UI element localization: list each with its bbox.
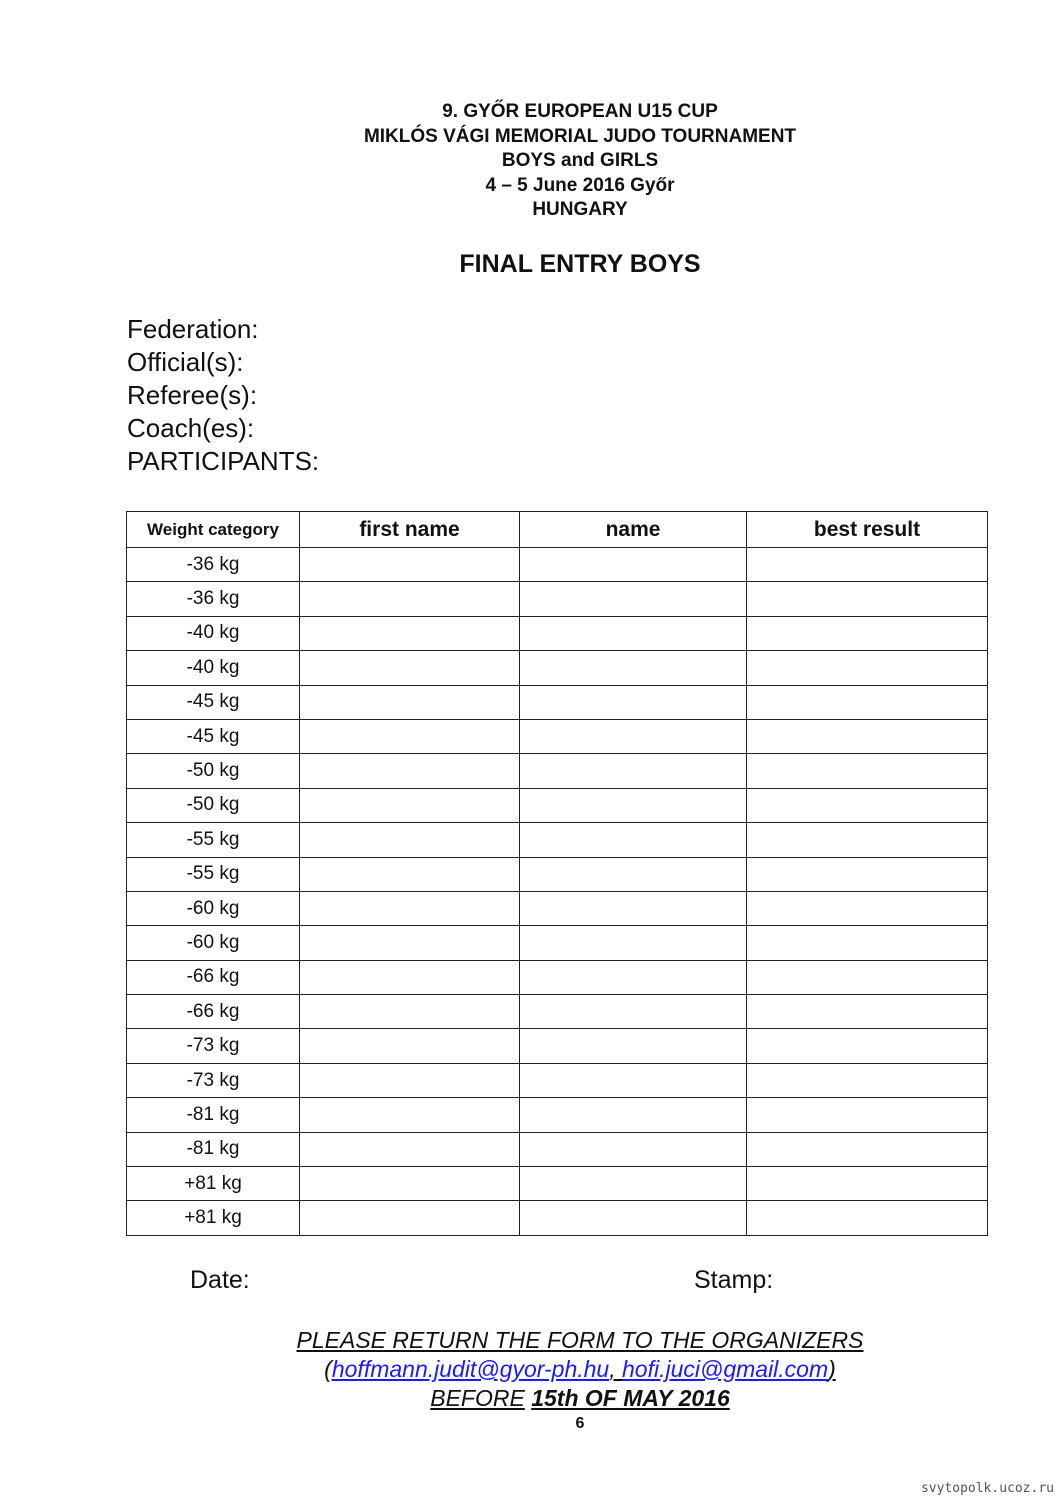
header-best-result: best result xyxy=(747,512,988,548)
first-name-cell[interactable] xyxy=(300,788,520,822)
header-line-cup: 9. GYŐR EUROPEAN U15 CUP xyxy=(442,101,718,122)
open-paren: ( xyxy=(324,1356,332,1382)
name-cell[interactable] xyxy=(520,548,747,582)
table-row xyxy=(127,891,988,925)
email-separator: , xyxy=(609,1356,622,1382)
weight-category-cell: +81 kg xyxy=(127,1201,300,1235)
best-result-cell[interactable] xyxy=(747,754,988,788)
name-cell[interactable] xyxy=(520,1063,747,1097)
name-cell[interactable] xyxy=(520,651,747,685)
header-line-country: HUNGARY xyxy=(532,199,628,220)
table-row xyxy=(127,1029,988,1063)
best-result-cell[interactable] xyxy=(747,616,988,650)
header-line-tournament: MIKLÓS VÁGI MEMORIAL JUDO TOURNAMENT xyxy=(363,125,797,147)
document-header xyxy=(0,100,1060,223)
name-cell[interactable] xyxy=(520,891,747,925)
entry-fields xyxy=(127,313,319,478)
table-row xyxy=(127,754,988,788)
header-weight-category: Weight category xyxy=(127,512,300,548)
weight-category-cell: -81 kg xyxy=(127,1098,300,1132)
name-cell[interactable] xyxy=(520,823,747,857)
deadline-date: 15th OF MAY 2016 xyxy=(531,1385,730,1411)
weight-category-cell: -50 kg xyxy=(127,754,300,788)
best-result-cell[interactable] xyxy=(747,1201,988,1235)
weight-category-cell: -36 kg xyxy=(127,582,300,616)
contact-emails-line xyxy=(0,1355,1060,1384)
coaches-label: Coach(es): xyxy=(127,413,255,443)
weight-category-cell: -60 kg xyxy=(127,926,300,960)
email-link-hofi[interactable]: hofi.juci@gmail.com xyxy=(622,1356,829,1382)
name-cell[interactable] xyxy=(520,926,747,960)
weight-category-cell: -55 kg xyxy=(127,857,300,891)
header-name: name xyxy=(520,512,747,548)
best-result-cell[interactable] xyxy=(747,891,988,925)
name-cell[interactable] xyxy=(520,1029,747,1063)
first-name-cell[interactable] xyxy=(300,719,520,753)
weight-category-cell: -50 kg xyxy=(127,788,300,822)
first-name-cell[interactable] xyxy=(300,616,520,650)
best-result-cell[interactable] xyxy=(747,960,988,994)
name-cell[interactable] xyxy=(520,719,747,753)
weight-category-cell: -60 kg xyxy=(127,891,300,925)
before-label: BEFORE xyxy=(430,1385,525,1411)
weight-category-cell: -73 kg xyxy=(127,1029,300,1063)
best-result-cell[interactable] xyxy=(747,788,988,822)
table-row xyxy=(127,616,988,650)
first-name-cell[interactable] xyxy=(300,1029,520,1063)
name-cell[interactable] xyxy=(520,1167,747,1201)
first-name-cell[interactable] xyxy=(300,857,520,891)
weight-category-cell: -40 kg xyxy=(127,616,300,650)
best-result-cell[interactable] xyxy=(747,651,988,685)
first-name-cell[interactable] xyxy=(300,1098,520,1132)
weight-category-cell: -81 kg xyxy=(127,1132,300,1166)
table-row xyxy=(127,823,988,857)
best-result-cell[interactable] xyxy=(747,926,988,960)
close-paren: ) xyxy=(828,1356,836,1382)
first-name-cell[interactable] xyxy=(300,1063,520,1097)
table-row xyxy=(127,1098,988,1132)
table-row xyxy=(127,857,988,891)
best-result-cell[interactable] xyxy=(747,719,988,753)
participants-label: PARTICIPANTS: xyxy=(127,446,320,476)
table-row xyxy=(127,1132,988,1166)
name-cell[interactable] xyxy=(520,685,747,719)
date-label: Date: xyxy=(190,1266,250,1294)
stamp-label: Stamp: xyxy=(694,1266,774,1294)
best-result-cell[interactable] xyxy=(747,1029,988,1063)
name-cell[interactable] xyxy=(520,616,747,650)
watermark-text: svytopolk.ucoz.ru xyxy=(920,1481,1054,1496)
weight-category-cell: +81 kg xyxy=(127,1167,300,1201)
table-row xyxy=(127,685,988,719)
weight-category-cell: -40 kg xyxy=(127,651,300,685)
table-row xyxy=(127,548,988,582)
header-first-name: first name xyxy=(300,512,520,548)
weight-category-cell: -66 kg xyxy=(127,995,300,1029)
weight-category-cell: -66 kg xyxy=(127,960,300,994)
weight-category-cell: -36 kg xyxy=(127,548,300,582)
table-row xyxy=(127,995,988,1029)
federation-label: Federation: xyxy=(127,314,259,344)
best-result-cell[interactable] xyxy=(747,995,988,1029)
participants-table xyxy=(126,511,988,1236)
referees-label: Referee(s): xyxy=(127,380,258,410)
name-cell[interactable] xyxy=(520,960,747,994)
first-name-cell[interactable] xyxy=(300,651,520,685)
best-result-cell[interactable] xyxy=(747,1063,988,1097)
name-cell[interactable] xyxy=(520,1201,747,1235)
weight-category-cell: -73 kg xyxy=(127,1063,300,1097)
table-row xyxy=(127,788,988,822)
return-instruction-line: PLEASE RETURN THE FORM TO THE ORGANIZERS xyxy=(296,1327,864,1353)
name-cell[interactable] xyxy=(520,1098,747,1132)
header-line-date: 4 – 5 June 2016 Győr xyxy=(485,174,675,196)
first-name-cell[interactable] xyxy=(300,548,520,582)
first-name-cell[interactable] xyxy=(300,891,520,925)
first-name-cell[interactable] xyxy=(300,926,520,960)
name-cell[interactable] xyxy=(520,788,747,822)
table-header-row xyxy=(127,512,988,548)
name-cell[interactable] xyxy=(520,1132,747,1166)
first-name-cell[interactable] xyxy=(300,960,520,994)
best-result-cell[interactable] xyxy=(747,548,988,582)
first-name-cell[interactable] xyxy=(300,685,520,719)
table-row xyxy=(127,582,988,616)
name-cell[interactable] xyxy=(520,754,747,788)
weight-category-cell: -55 kg xyxy=(127,823,300,857)
name-cell[interactable] xyxy=(520,857,747,891)
return-instructions xyxy=(0,1326,1060,1413)
best-result-cell[interactable] xyxy=(747,1132,988,1166)
best-result-cell[interactable] xyxy=(747,1098,988,1132)
best-result-cell[interactable] xyxy=(747,685,988,719)
best-result-cell[interactable] xyxy=(747,1167,988,1201)
name-cell[interactable] xyxy=(520,582,747,616)
table-row xyxy=(127,1167,988,1201)
email-link-hoffmann[interactable]: hoffmann.judit@gyor-ph.hu xyxy=(331,1356,610,1382)
table-row xyxy=(127,960,988,994)
table-row xyxy=(127,719,988,753)
best-result-cell[interactable] xyxy=(747,857,988,891)
first-name-cell[interactable] xyxy=(300,582,520,616)
name-cell[interactable] xyxy=(520,995,747,1029)
page-number: 6 xyxy=(575,1415,585,1432)
first-name-cell[interactable] xyxy=(300,754,520,788)
best-result-cell[interactable] xyxy=(747,582,988,616)
table-row xyxy=(127,651,988,685)
deadline-line xyxy=(0,1384,1060,1413)
first-name-cell[interactable] xyxy=(300,1132,520,1166)
table-row xyxy=(127,926,988,960)
table-row xyxy=(127,1201,988,1235)
first-name-cell[interactable] xyxy=(300,823,520,857)
officials-label: Official(s): xyxy=(127,347,244,377)
header-line-category: BOYS and GIRLS xyxy=(501,150,659,171)
table-row xyxy=(127,1063,988,1097)
best-result-cell[interactable] xyxy=(747,823,988,857)
first-name-cell[interactable] xyxy=(300,1201,520,1235)
form-title: FINAL ENTRY BOYS xyxy=(459,250,701,278)
weight-category-cell: -45 kg xyxy=(127,719,300,753)
first-name-cell[interactable] xyxy=(300,995,520,1029)
first-name-cell[interactable] xyxy=(300,1167,520,1201)
table-body xyxy=(127,548,988,1236)
weight-category-cell: -45 kg xyxy=(127,685,300,719)
